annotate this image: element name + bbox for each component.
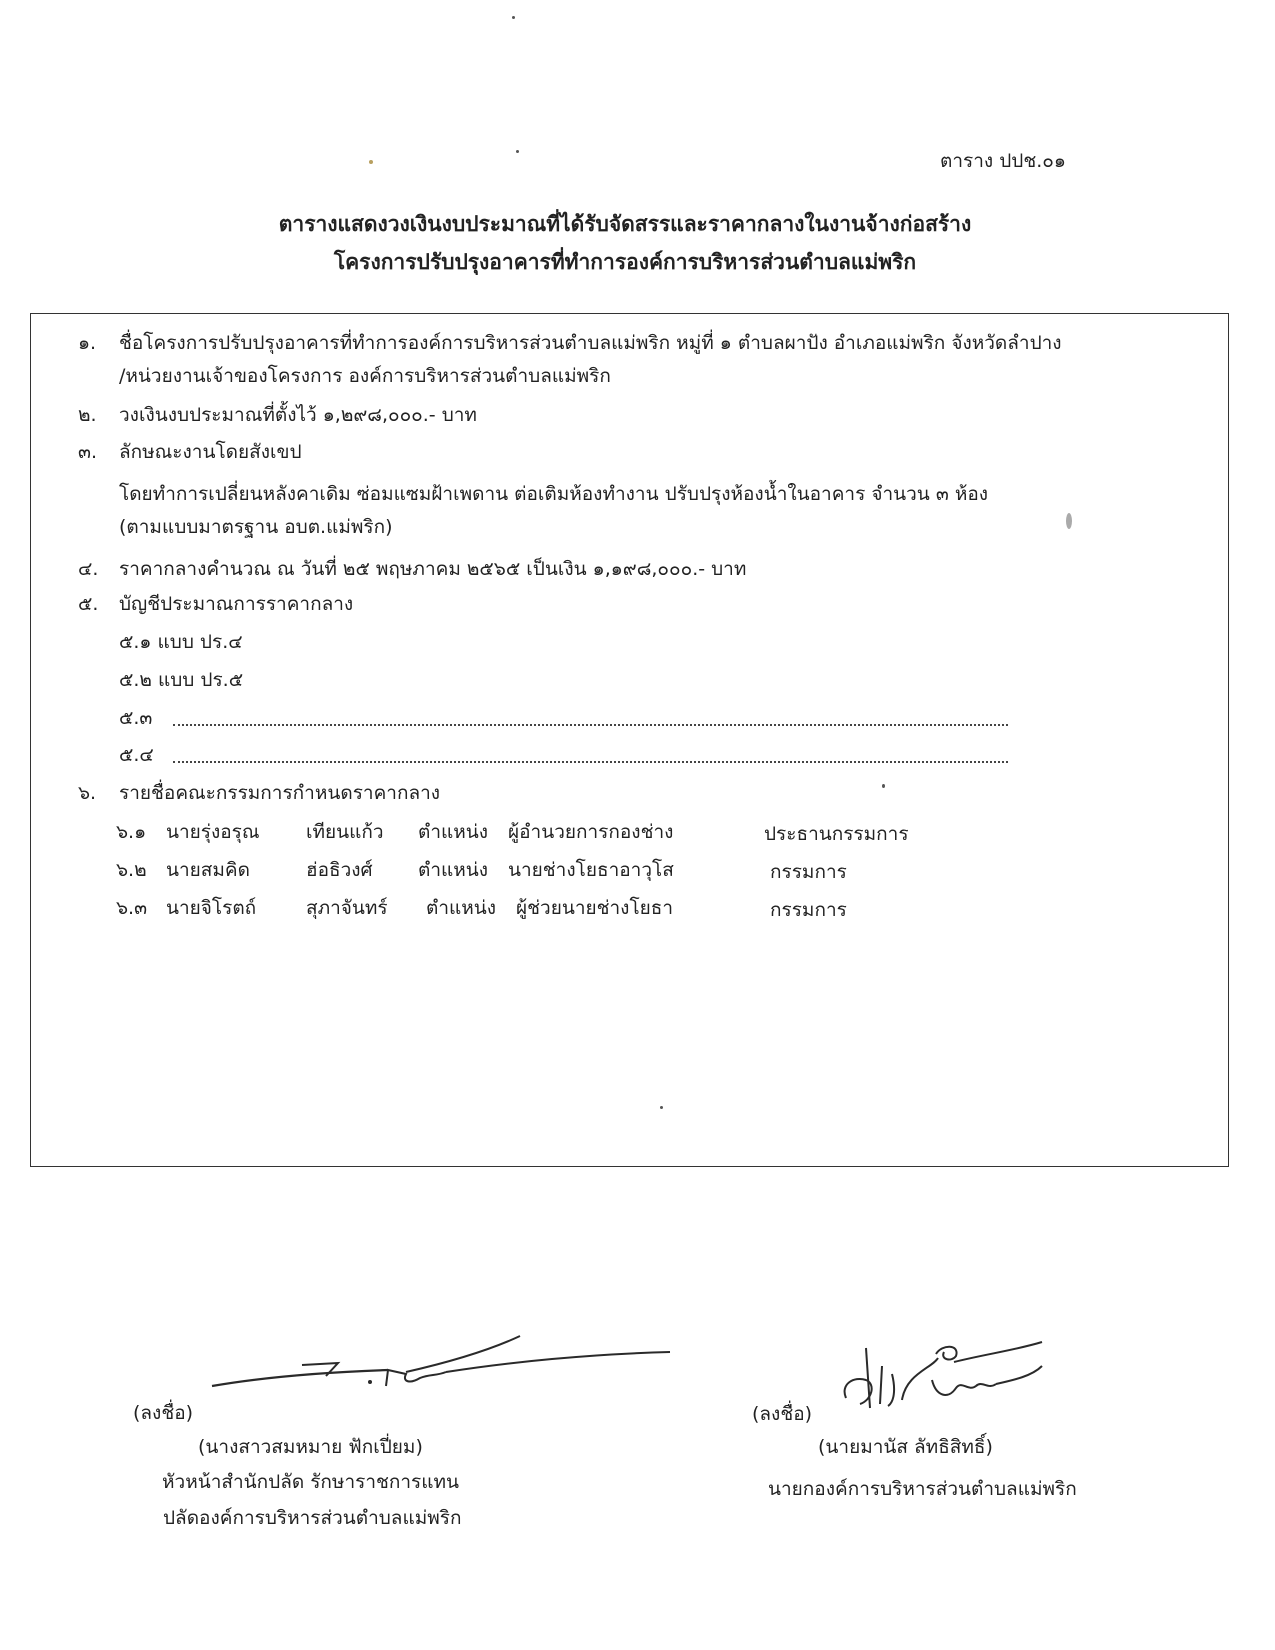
left-sign-label: (ลงชื่อ) <box>133 1402 194 1424</box>
scan-speck <box>512 16 515 19</box>
committee-2-last-name: ฮ่อธิวงศ์ <box>306 859 373 881</box>
committee-1-last-name: เทียนแก้ว <box>306 821 384 843</box>
item-5-3: ๕.๓ <box>119 707 153 729</box>
item-5-label: บัญชีประมาณการราคากลาง <box>119 593 354 615</box>
item-2-budget: วงเงินงบประมาณที่ตั้งไว้ ๑,๒๙๘,๐๐๐.- บาท <box>119 404 477 426</box>
item-6-number: ๖. <box>78 782 97 804</box>
document-title-line-2: โครงการปรับปรุงอาคารที่ทำการองค์การบริหารส่วนตำบลแม่พริก <box>333 250 917 274</box>
item-1-owner-agency: /หน่วยงานเจ้าของโครงการ องค์การบริหารส่วนตำบลแม่พริก <box>119 365 611 387</box>
item-5-1: ๕.๑ แบบ ปร.๔ <box>119 631 243 653</box>
committee-1-position-label: ตำแหน่ง <box>418 821 489 843</box>
right-sign-label: (ลงชื่อ) <box>752 1403 813 1425</box>
committee-2-position-label: ตำแหน่ง <box>418 859 489 881</box>
item-1-project-name: ชื่อโครงการปรับปรุงอาคารที่ทำการองค์การบริหารส่วนตำบลแม่พริก หมู่ที่ ๑ ตำบลผาปัง อำเภอแม่พริก จังหวัดลำปาง <box>119 332 1062 354</box>
item-5-4-blank-line <box>173 761 1008 763</box>
item-3-label: ลักษณะงานโดยสังเขป <box>119 441 302 463</box>
left-signer-title-1: หัวหน้าสำนักปลัด รักษาราชการแทน <box>162 1471 460 1493</box>
committee-2-no: ๖.๒ <box>116 859 147 881</box>
committee-3-last-name: สุภาจันทร์ <box>306 897 388 919</box>
scan-speck <box>1066 513 1072 529</box>
committee-3-position-label: ตำแหน่ง <box>426 897 497 919</box>
item-5-number: ๕. <box>78 593 99 615</box>
committee-1-position: ผู้อำนวยการกองช่าง <box>508 821 674 843</box>
committee-3-first-name: นายจิโรตถ์ <box>166 897 257 919</box>
signature-right-icon <box>836 1340 1046 1420</box>
right-signer-name: (นายมานัส ลัทธิสิทธิ์) <box>818 1436 993 1458</box>
item-3-number: ๓. <box>78 441 98 463</box>
item-2-number: ๒. <box>78 404 97 426</box>
committee-2-role: กรรมการ <box>770 861 847 883</box>
committee-3-position: ผู้ช่วยนายช่างโยธา <box>516 897 674 919</box>
item-4-median-price: ราคากลางคำนวณ ณ วันที่ ๒๕ พฤษภาคม ๒๕๖๕ เป็นเงิน ๑,๑๙๘,๐๐๐.- บาท <box>119 558 747 580</box>
scan-speck <box>660 1106 663 1109</box>
item-5-3-blank-line <box>173 724 1008 726</box>
item-5-4: ๕.๔ <box>119 744 154 766</box>
scan-speck <box>882 784 885 788</box>
item-6-label: รายชื่อคณะกรรมการกำหนดราคากลาง <box>119 782 441 804</box>
committee-1-no: ๖.๑ <box>116 821 147 843</box>
item-4-number: ๔. <box>78 558 99 580</box>
item-3-description: โดยทำการเปลี่ยนหลังคาเดิม ซ่อมแซมฝ้าเพดาน ต่อเติมห้องทำงาน ปรับปรุงห้องน้ำในอาคาร จำนวน ๓ ห้อง <box>119 483 989 505</box>
item-3-description-note: (ตามแบบมาตรฐาน อบต.แม่พริก) <box>119 516 393 538</box>
scan-speck <box>369 160 373 164</box>
item-1-number: ๑. <box>78 332 97 354</box>
committee-1-first-name: นายรุ่งอรุณ <box>166 821 260 843</box>
right-signer-title-1: นายกองค์การบริหารส่วนตำบลแม่พริก <box>768 1478 1077 1500</box>
scan-speck <box>516 150 519 153</box>
left-signer-name: (นางสาวสมหมาย ฟักเปี่ยม) <box>198 1436 423 1458</box>
item-5-2: ๕.๒ แบบ ปร.๕ <box>119 669 244 691</box>
left-signer-title-2: ปลัดองค์การบริหารส่วนตำบลแม่พริก <box>163 1507 462 1529</box>
committee-1-role: ประธานกรรมการ <box>764 823 909 845</box>
signature-left-icon <box>210 1332 680 1402</box>
committee-2-first-name: นายสมคิด <box>166 859 250 881</box>
form-code: ตาราง ปปช.๐๑ <box>940 150 1066 172</box>
document-title-line-1: ตารางแสดงวงเงินงบประมาณที่ได้รับจัดสรรและราคากลางในงานจ้างก่อสร้าง <box>278 212 972 236</box>
committee-2-position: นายช่างโยธาอาวุโส <box>508 859 674 881</box>
committee-3-role: กรรมการ <box>770 899 847 921</box>
committee-3-no: ๖.๓ <box>116 897 148 919</box>
